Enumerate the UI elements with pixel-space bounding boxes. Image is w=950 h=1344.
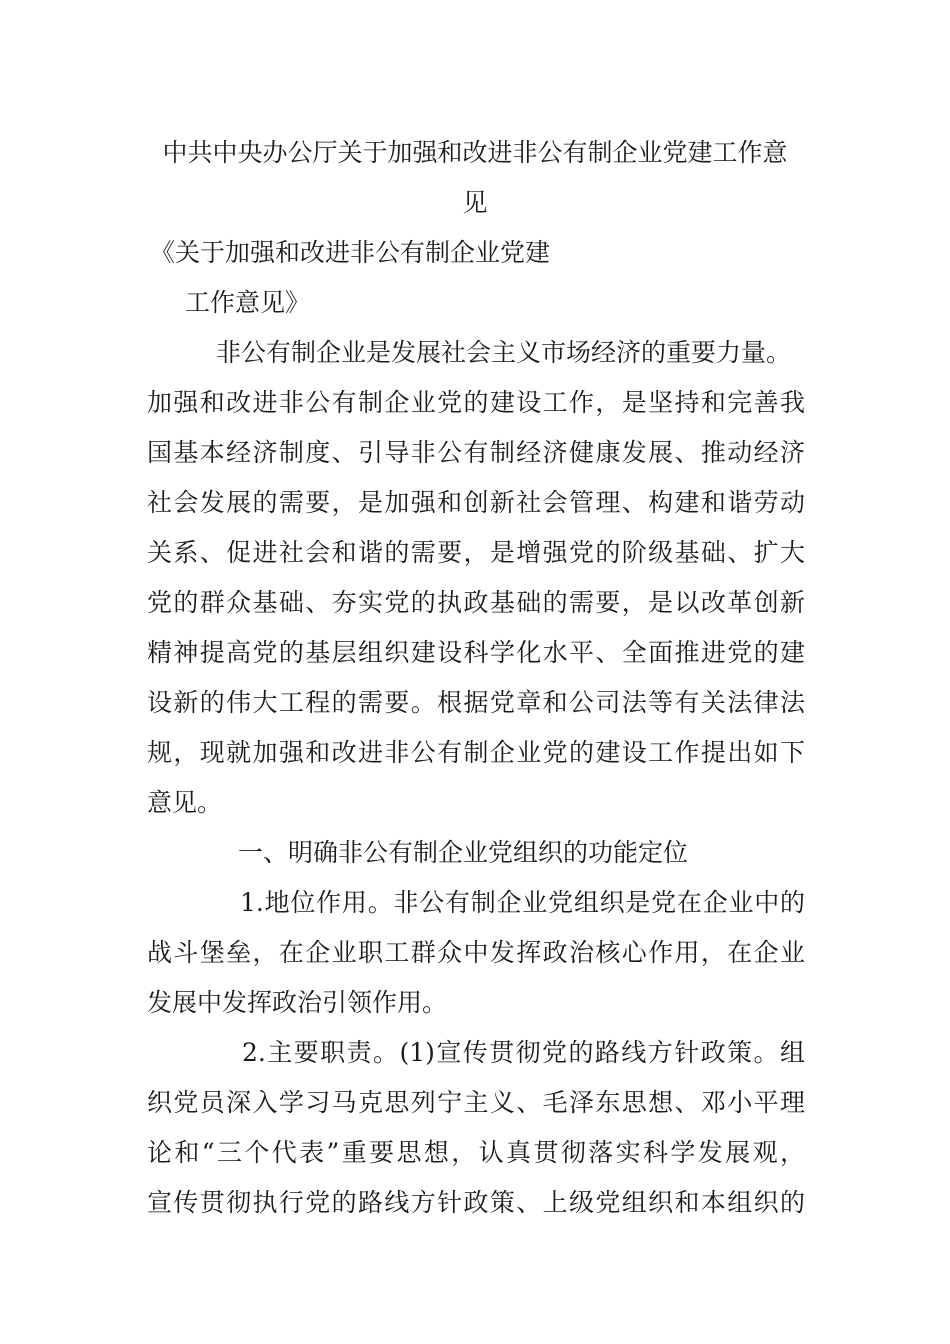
paragraph-1-line-7: 精神提高党的基层组织建设科学化水平、全面推进党的建	[147, 638, 805, 667]
document-title-line-2: 见	[462, 188, 488, 217]
document-title-line-1: 中共中央办公厅关于加强和改进非公有制企业党建工作意	[162, 138, 788, 167]
paragraph-1-line-1: 非公有制企业是发展社会主义市场经济的重要力量。	[216, 338, 792, 367]
paragraph-1-line-6: 党的群众基础、夯实党的执政基础的需要，是以改革创新	[147, 588, 805, 617]
document-subtitle-line-2: 工作意见》	[185, 288, 311, 317]
item-2-line-4: 宣传贯彻执行党的路线方针政策、上级党组织和本组织的	[147, 1188, 805, 1217]
item-2-line-1: 2.主要职责。(1)宣传贯彻党的路线方针政策。组	[242, 1038, 805, 1067]
paragraph-1-line-5: 关系、促进社会和谐的需要，是增强党的阶级基础、扩大	[147, 538, 805, 567]
item-2-line-3: 论和“三个代表”重要思想，认真贯彻落实科学发展观，	[147, 1138, 805, 1167]
item-1-line-1: 1.地位作用。非公有制企业党组织是党在企业中的	[240, 888, 805, 917]
paragraph-1-line-4: 社会发展的需要，是加强和创新社会管理、构建和谐劳动	[147, 488, 805, 517]
paragraph-1-line-10: 意见。	[147, 788, 223, 817]
paragraph-1-line-2: 加强和改进非公有制企业党的建设工作，是坚持和完善我	[147, 388, 805, 417]
paragraph-1-line-8: 设新的伟大工程的需要。根据党章和公司法等有关法律法	[147, 688, 805, 717]
section-1-heading: 一、明确非公有制企业党组织的功能定位	[238, 838, 689, 867]
item-1-line-2: 战斗堡垒，在企业职工群众中发挥政治核心作用，在企业	[147, 938, 805, 967]
item-1-line-3: 发展中发挥政治引领作用。	[147, 988, 448, 1017]
paragraph-1-line-3: 国基本经济制度、引导非公有制经济健康发展、推动经济	[147, 438, 805, 467]
document-subtitle-line-1: 《关于加强和改进非公有制企业党建	[150, 238, 551, 267]
item-2-line-2: 织党员深入学习马克思列宁主义、毛泽东思想、邓小平理	[147, 1088, 805, 1117]
paragraph-1-line-9: 规，现就加强和改进非公有制企业党的建设工作提出如下	[147, 738, 805, 767]
